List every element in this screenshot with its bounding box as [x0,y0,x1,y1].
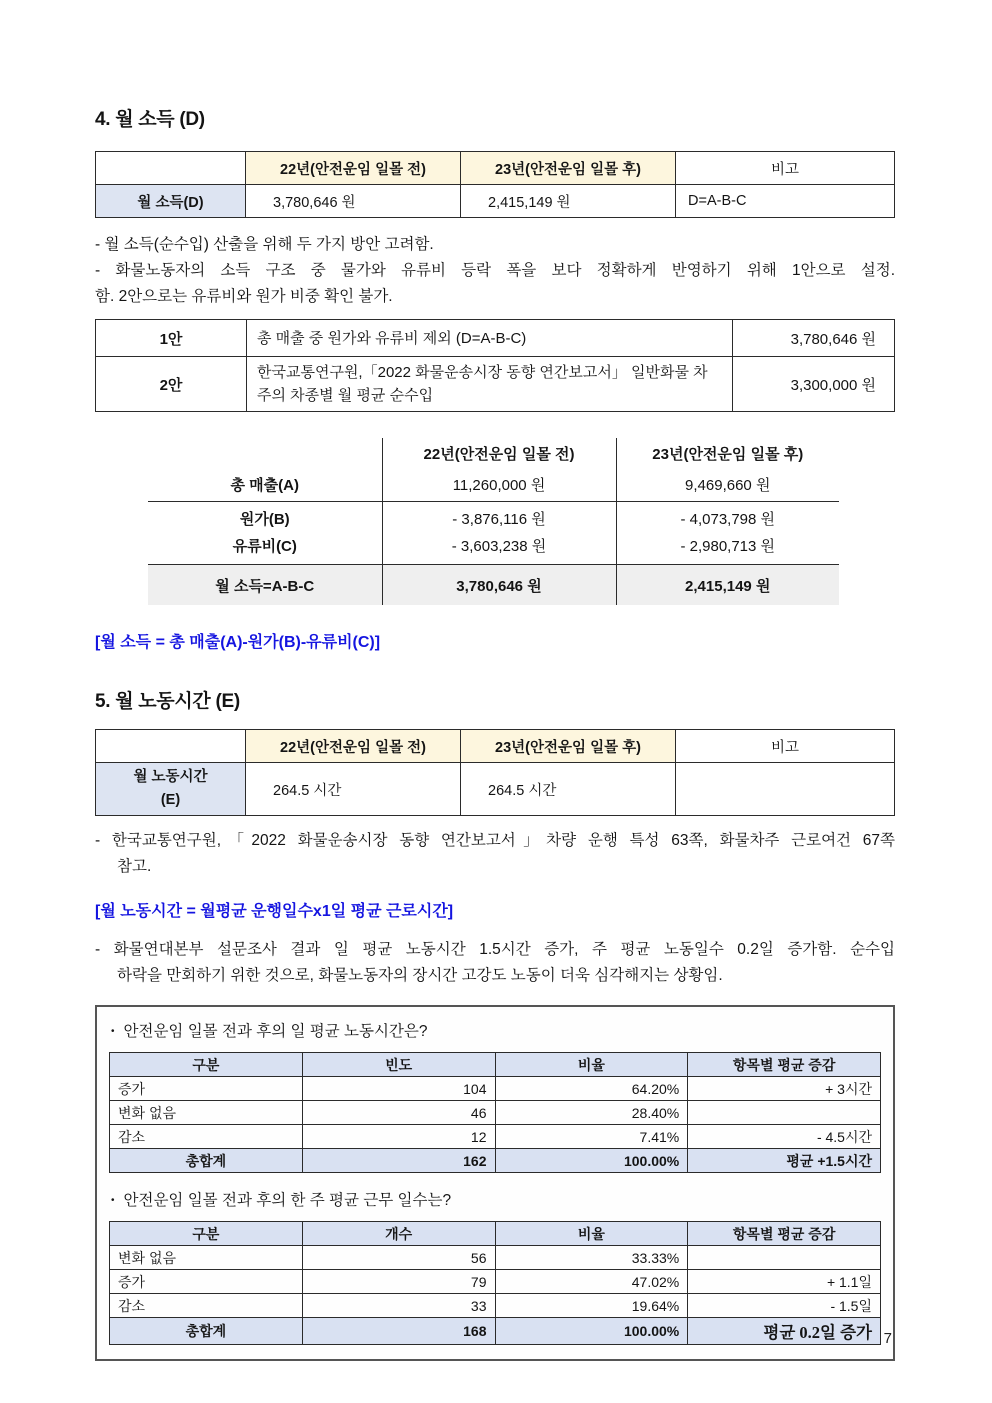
row-header-monthly-income: 월 소득(D) [96,185,246,218]
section5-heading: 5. 월 노동시간 (E) [95,691,240,712]
option2-label: 2안 [96,357,247,412]
col-header-remark: 비고 [676,730,895,763]
monthly-work-hours-table [95,729,895,816]
cell-frequency: 12 [302,1125,495,1149]
sales-value-22: 11,260,000 원 [382,468,616,502]
col-header-ratio: 비율 [495,1053,688,1077]
cost-value-22: - 3,876,116 원 [452,511,546,528]
bullet-icon: • [111,1026,115,1037]
survey-question-1 [111,1019,881,1041]
survey-results-box [95,1005,895,1361]
cell-count: 79 [302,1270,495,1294]
survey-question-1-text: 안전운임 일몰 전과 후의 일 평균 노동시간은? [123,1023,428,1040]
table-row [110,1101,881,1125]
survey-note-line-1: - 화물연대본부 설문조사 결과 일 평균 노동시간 1.5시간 증가, 주 평균 노동일수 0.2일 증가함. 순수입 [95,941,895,958]
income-formula: [월 소득 = 총 매출(A)-원가(B)-유류비(C)] [95,634,381,651]
cell-category: 변화 없음 [110,1246,303,1270]
sales-label: 총 매출(A) [148,468,382,502]
hours-value-23: 264.5 시간 [461,763,676,816]
total-label: 총합계 [110,1318,303,1345]
col-header-avg-change: 항목별 평균 증감 [688,1222,881,1246]
table-row [110,1294,881,1318]
monthly-income-summary-table [95,151,895,218]
cell-category: 감소 [110,1125,303,1149]
fuel-value-22: - 3,603,238 원 [451,538,547,555]
empty-corner-cell [96,730,246,763]
income-notes [95,232,895,310]
cell-category: 증가 [110,1270,303,1294]
table-row [148,502,839,565]
cell-ratio: 7.41% [495,1125,688,1149]
col-header-frequency: 빈도 [302,1053,495,1077]
cell-avg-change: - 1.5일 [688,1294,881,1318]
total-frequency: 162 [302,1149,495,1173]
cell-avg-change: + 1.1일 [688,1270,881,1294]
col-header-category: 구분 [110,1222,303,1246]
table-header-row [110,1053,881,1077]
table-header-row [110,1222,881,1246]
fuel-label: 유류비(C) [232,538,297,555]
survey-note-line-2: 하락을 만회하기 위한 것으로, 화물노동자의 장시간 고강도 노동이 더욱 심각해지는 상황임. [117,967,723,984]
page-number: 7 [883,1330,892,1347]
empty-corner-cell [96,152,246,185]
table-row [96,763,895,816]
cell-ratio: 33.33% [495,1246,688,1270]
table-row [148,468,839,502]
option1-amount: 3,780,646 원 [733,320,895,357]
col-header-remark: 비고 [676,152,895,185]
col-header-ratio: 비율 [495,1222,688,1246]
reference-line-2: 참고. [117,858,152,875]
table-row [96,357,895,412]
cost-fuel-values-22 [382,502,616,565]
net-income-23: 2,415,149 원 [616,565,839,606]
income-calculation-table [148,438,839,605]
cost-fuel-values-23 [616,502,839,565]
calc-col-year22: 22년(안전운임 일몰 전) [382,438,616,468]
cell-ratio: 64.20% [495,1077,688,1101]
table-row [110,1125,881,1149]
survey-summary-note [95,937,895,989]
col-header-count: 개수 [302,1222,495,1246]
work-hours-label-line2: (E) [160,792,181,808]
col-header-year22: 22년(안전운임 일몰 전) [246,730,461,763]
table-total-row [110,1318,881,1345]
reference-note [95,828,895,880]
cell-ratio: 19.64% [495,1294,688,1318]
survey-question-2 [111,1188,881,1210]
income-value-23: 2,415,149 원 [461,185,676,218]
note-line-3: 함. 2안으로는 유류비와 원가 비중 확인 불가. [95,288,393,305]
total-ratio: 100.00% [495,1149,688,1173]
cost-fuel-labels [148,502,382,565]
option2-amount: 3,300,000 원 [733,357,895,412]
cell-category: 변화 없음 [110,1101,303,1125]
cell-category: 감소 [110,1294,303,1318]
cell-ratio: 28.40% [495,1101,688,1125]
work-hours-formula: [월 노동시간 = 월평균 운행일수x1일 평균 근로시간] [95,903,454,920]
income-remark: D=A-B-C [676,185,895,218]
table-row [96,185,895,218]
cell-count: 56 [302,1246,495,1270]
table-row [148,565,839,606]
cell-avg-change [688,1101,881,1125]
col-header-category: 구분 [110,1053,303,1077]
survey-question-2-text: 안전운임 일몰 전과 후의 한 주 평균 근무 일수는? [123,1192,452,1209]
table-row [148,438,839,468]
hours-remark [676,763,895,816]
reference-line-1: - 한국교통연구원,「2022 화물운송시장 동향 연간보고서」차량 운행 특성 63쪽, 화물차주 근로여건 67쪽 [95,832,895,849]
section4-heading: 4. 월 소득 (D) [95,109,205,130]
table-row [96,320,895,357]
cell-frequency: 46 [302,1101,495,1125]
calc-col-year23: 23년(안전운임 일몰 후) [616,438,839,468]
income-option-table [95,319,895,412]
note-line-2: - 화물노동자의 소득 구조 중 물가와 유류비 등락 폭을 보다 정확하게 반영하기 위해 1안으로 설정. [95,262,895,279]
cell-count: 33 [302,1294,495,1318]
cell-avg-change: - 4.5시간 [688,1125,881,1149]
cell-category: 증가 [110,1077,303,1101]
work-hours-label-line1: 월 노동시간 [133,769,208,785]
net-income-22: 3,780,646 원 [382,565,616,606]
cost-value-23: - 4,073,798 원 [680,511,776,528]
table-row [110,1077,881,1101]
cost-label: 원가(B) [239,511,290,528]
total-avg-change: 평균 0.2일 증가 [688,1318,881,1345]
col-header-year23: 23년(안전운임 일몰 후) [461,152,676,185]
col-header-year23: 23년(안전운임 일몰 후) [461,730,676,763]
hours-value-22: 264.5 시간 [246,763,461,816]
total-count: 168 [302,1318,495,1345]
bullet-icon: • [111,1195,115,1206]
table-row [110,1270,881,1294]
option1-label: 1안 [96,320,247,357]
col-header-year22: 22년(안전운임 일몰 전) [246,152,461,185]
option2-description: 한국교통연구원,「2022 화물운송시장 동향 연간보고서」 일반화물 차주의 차종별 월 평균 순수입 [247,357,733,412]
net-income-label: 월 소득=A-B-C [148,565,382,606]
weekly-days-survey-table [109,1221,881,1345]
row-header-work-hours [96,763,246,816]
income-value-22: 3,780,646 원 [246,185,461,218]
cell-ratio: 47.02% [495,1270,688,1294]
cell-frequency: 104 [302,1077,495,1101]
fuel-value-23: - 2,980,713 원 [680,538,776,555]
empty-corner-cell [148,438,382,468]
table-row [110,1246,881,1270]
total-avg-change: 평균 +1.5시간 [688,1149,881,1173]
total-ratio: 100.00% [495,1318,688,1345]
note-line-1: - 월 소득(순수입) 산출을 위해 두 가지 방안 고려함. [95,236,434,253]
table-total-row [110,1149,881,1173]
cell-avg-change: + 3시간 [688,1077,881,1101]
total-label: 총합계 [110,1149,303,1173]
sales-value-23: 9,469,660 원 [616,468,839,502]
option1-description: 총 매출 중 원가와 유류비 제외 (D=A-B-C) [247,320,733,357]
daily-hours-survey-table [109,1052,881,1173]
cell-avg-change [688,1246,881,1270]
col-header-avg-change: 항목별 평균 증감 [688,1053,881,1077]
